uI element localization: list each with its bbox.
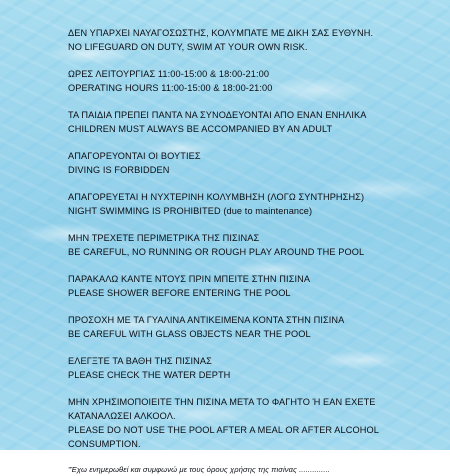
rule-text-greek: ΜΗΝ ΧΡΗΣΙΜΟΠΟΙΕΙΤΕ ΤΗΝ ΠΙΣΙΝΑ ΜΕΤΑ ΤΟ ΦΑΓΗΤΟ Ή ΕΑΝ ΕΧΕΤΕ ΚΑΤΑΝΑΛΩΣΕΙ ΑΛΚΟΟΛ. xyxy=(68,397,376,421)
rule-water-depth xyxy=(68,354,438,382)
rule-glass-objects xyxy=(68,313,438,341)
rule-text-english: BE CAREFUL, NO RUNNING OR ROUGH PLAY AROUND THE POOL xyxy=(68,247,365,257)
rule-text-greek: ΤΑ ΠΑΙΔΙΑ ΠΡΕΠΕΙ ΠΑΝΤΑ ΝΑ ΣΥΝΟΔΕΥΟΝΤΑΙ ΑΠΟ ΕΝΑΝ ΕΝΗΛΙΚΑ xyxy=(68,110,367,120)
rule-children xyxy=(68,108,438,136)
rule-lifeguard xyxy=(68,26,438,54)
rule-text-greek: ΕΛΕΓΞΤΕ ΤΑ ΒΑΘΗ ΤΗΣ ΠΙΣΙΝΑΣ xyxy=(68,356,212,366)
rule-operating-hours xyxy=(68,67,438,95)
rule-text-english: CHILDREN MUST ALWAYS BE ACCOMPANIED BY AN ADULT xyxy=(68,124,333,134)
rule-text-greek: ΔΕΝ ΥΠΑΡΧΕΙ ΝΑΥΑΓΟΣΩΣΤΗΣ, ΚΟΛΥΜΠΑΤΕ ΜΕ ΔΙΚΗ ΣΑΣ ΕΥΘΥΝΗ. xyxy=(68,28,374,38)
rule-text-english: NIGHT SWIMMING IS PROHIBITED (due to maintenance) xyxy=(68,206,313,216)
rule-no-running xyxy=(68,231,438,259)
rule-text-greek: ΑΠΑΓΟΡΕΥΟΝΤΑΙ ΟΙ ΒΟΥΤΙΕΣ xyxy=(68,151,201,161)
rule-text-english: NO LIFEGUARD ON DUTY, SWIM AT YOUR OWN RISK. xyxy=(68,42,308,52)
rule-meal-alcohol xyxy=(68,395,438,451)
rule-text-english: PLEASE SHOWER BEFORE ENTERING THE POOL xyxy=(68,288,291,298)
rule-diving xyxy=(68,149,438,177)
rule-text-greek: ΜΗΝ ΤΡΕΧΕΤΕ ΠΕΡΙΜΕΤΡΙΚΑ ΤΗΣ ΠΙΣΙΝΑΣ xyxy=(68,233,260,243)
rule-text-greek: ΠΡΟΣΟΧΗ ΜΕ ΤΑ ΓΥΑΛΙΝΑ ΑΝΤΙΚΕΙΜΕΝΑ ΚΟΝΤΑ ΣΤΗΝ ΠΙΣΙΝΑ xyxy=(68,315,345,325)
rule-text-english: DIVING IS FORBIDDEN xyxy=(68,165,170,175)
rules-list xyxy=(68,26,438,476)
rule-shower xyxy=(68,272,438,300)
rule-text-english: PLEASE CHECK THE WATER DEPTH xyxy=(68,370,231,380)
rule-text-english: OPERATING HOURS 11:00-15:00 & 18:00-21:00 xyxy=(68,83,273,93)
rule-text-english: BE CAREFUL WITH GLASS OBJECTS NEAR THE POOL xyxy=(68,329,311,339)
rule-text-greek: ΠΑΡΑΚΑΛΩ ΚΑΝΤΕ ΝΤΟΥΣ ΠΡΙΝ ΜΠΕΙΤΕ ΣΤΗΝ ΠΙΣΙΝΑ xyxy=(68,274,311,284)
rule-text-english: PLEASE DO NOT USE THE POOL AFTER A MEAL OR AFTER ALCOHOL CONSUMPTION. xyxy=(68,425,379,449)
agreement-footnote: "Έχω ενημερωθεί και συμφωνώ με τους όρους χρήσης της πισίνας .............. xyxy=(68,465,331,474)
rule-night-swimming xyxy=(68,190,438,218)
rule-text-greek: ΑΠΑΓΟΡΕΥΕΤΑΙ Η ΝΥΧΤΕΡΙΝΗ ΚΟΛΥΜΒΗΣΗ (ΛΟΓΩ ΣΥΝΤΗΡΗΣΗΣ) xyxy=(68,192,365,202)
rule-text-greek: ΩΡΕΣ ΛΕΙΤΟΥΡΓΙΑΣ 11:00-15:00 & 18:00-21:00 xyxy=(68,69,270,79)
